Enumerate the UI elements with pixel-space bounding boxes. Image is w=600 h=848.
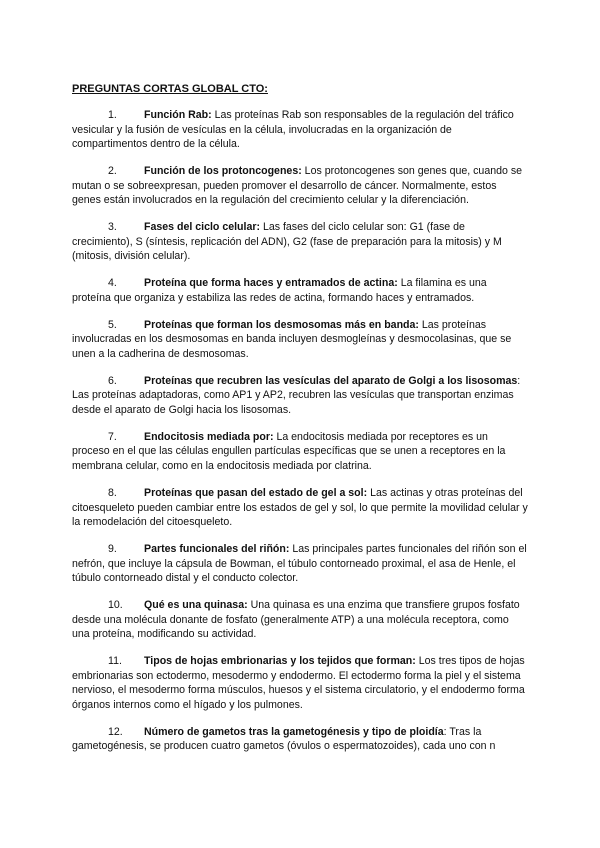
- item-number: 3.: [108, 221, 117, 234]
- question-item-6: [72, 374, 528, 418]
- question-item-7: [72, 430, 528, 474]
- item-text: Las proteínas involucradas en los desmosomas en banda incluyen desmogleínas y desmocolasinas, que se unen a la cadherina de desmosomas.: [72, 318, 512, 360]
- item-heading: Proteínas que pasan del estado de gel a sol:: [144, 486, 368, 499]
- question-item-9: [72, 542, 528, 586]
- item-heading: Número de gametos tras la gametogénesis y tipo de ploidía: [144, 725, 444, 738]
- item-number: 7.: [108, 430, 117, 443]
- item-text: La endocitosis mediada por receptores es un proceso en el que las células engullen partículas específicas que se unen a receptores en la membrana celular, como en la endocitosis mediada por clatrina.: [72, 430, 506, 473]
- item-text: : Tras la gametogénesis, se producen cuatro gametos (óvulos o espermatozoides), cada uno con n: [72, 725, 496, 753]
- page-title: PREGUNTAS CORTAS GLOBAL CTO:: [72, 83, 268, 95]
- item-heading: Proteína que forma haces y entramados de actina:: [144, 277, 398, 290]
- item-number: 9.: [108, 543, 117, 556]
- item-number: 6.: [108, 374, 117, 387]
- item-heading: Tipos de hojas embrionarias y los tejidos que forman:: [144, 655, 416, 668]
- item-number: 5.: [108, 318, 117, 331]
- item-text: Las fases del ciclo celular son: G1 (fase de crecimiento), S (síntesis, replicación del ADN), G2 (fase de preparación para la mitosis) y M (mitosis, división celular).: [72, 221, 502, 263]
- item-number: 2.: [108, 165, 117, 178]
- item-heading: Proteínas que forman los desmosomas más en banda:: [144, 318, 419, 331]
- item-number: 8.: [108, 486, 117, 499]
- item-text: Los tres tipos de hojas embrionarias son ectodermo, mesodermo y endodermo. El ectodermo forma la piel y el sistema nervioso, el mesodermo forma músculos, huesos y el sistema circulatorio, y el endodermo forma órganos internos como el hígado y los pulmones.: [72, 655, 525, 711]
- item-heading: Partes funcionales del riñón:: [144, 543, 290, 556]
- item-number: 10.: [108, 599, 123, 612]
- question-item-1: [72, 108, 528, 152]
- item-number: 1.: [108, 109, 117, 121]
- question-item-10: [72, 598, 528, 642]
- item-heading: Endocitosis mediada por:: [144, 430, 274, 443]
- item-heading: Función de los protoncogenes:: [144, 165, 302, 178]
- item-number: 11.: [108, 655, 122, 668]
- document-page: [72, 82, 528, 766]
- item-heading: Fases del ciclo celular:: [144, 221, 260, 234]
- item-text: Las proteínas Rab son responsables de la regulación del tráfico vesicular y la fusión de vesículas en la célula, involucradas en la organización de compartimentos dentro de la célula.: [72, 109, 514, 151]
- item-number: 4.: [108, 277, 117, 290]
- item-heading: Qué es una quinasa:: [144, 599, 248, 612]
- item-heading: Proteínas que recubren las vesículas del aparato de Golgi a los lisosomas: [144, 374, 518, 387]
- question-item-2: [72, 164, 528, 208]
- question-item-5: [72, 318, 528, 362]
- item-text: Los protoncogenes son genes que, cuando se mutan o se sobreexpresan, pueden promover el desarrollo de cáncer. Normalmente, estos genes están involucrados en la regulación del crecimiento celular y la diferenciación.: [72, 165, 523, 207]
- question-item-8: [72, 486, 528, 530]
- item-text: Las actinas y otras proteínas del citoesqueleto pueden cambiar entre los estados de gel y sol, lo que permite la movilidad celular y la remodelación del citoesqueleto.: [72, 486, 528, 529]
- item-heading: Función Rab:: [144, 109, 212, 121]
- item-number: 12.: [108, 725, 123, 738]
- item-text: Una quinasa es una enzima que transfiere grupos fosfato desde una molécula donante de fosfato (generalmente ATP) a una molécula receptora, como una proteína, modificando su actividad.: [72, 599, 520, 641]
- item-text: La filamina es una proteína que organiza y estabiliza las redes de actina, formando haces y entramados.: [72, 277, 487, 304]
- question-item-11: [72, 654, 528, 712]
- question-item-12: [72, 725, 528, 754]
- item-text: Las principales partes funcionales del riñón son el nefrón, que incluye la cápsula de Bowman, el túbulo contorneado proximal, el asa de Henle, el túbulo contorneado distal y el conducto colector.: [72, 543, 527, 585]
- item-text: : Las proteínas adaptadoras, como AP1 y AP2, recubren las vesículas que transportan enzimas desde el aparato de Golgi hacia los lisosomas.: [72, 374, 521, 416]
- question-item-4: [72, 276, 528, 305]
- question-item-3: [72, 220, 528, 264]
